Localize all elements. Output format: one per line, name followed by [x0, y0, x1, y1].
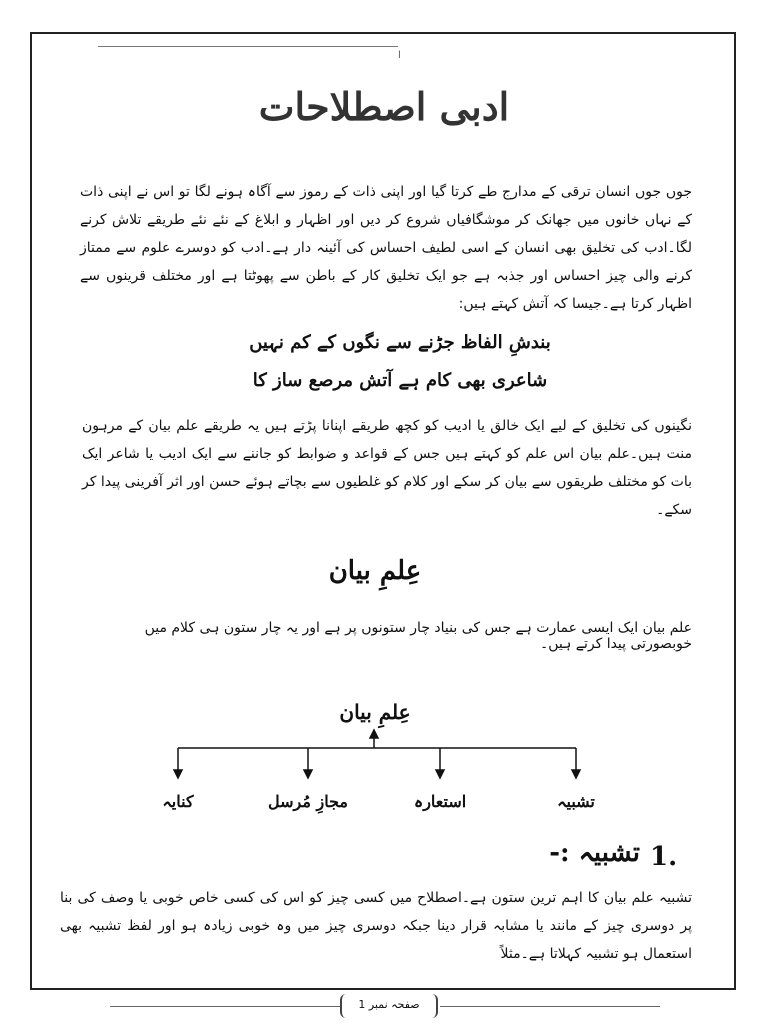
branch-arrowhead-1 — [174, 770, 182, 778]
section-heading: عِلمِ بیان — [328, 556, 422, 586]
diagram-branch-kinaya: کنایہ — [162, 792, 194, 811]
subsection-paragraph: تشبیہ علم بیان کا اہم ترین ستون ہے۔اصطلاح میں کسی چیز کو اس کی کسی خاص خوبی یا وصف کی بنا پر دوسری چیز کے مانند یا مشابہ قرار دینا جبکہ دوسری چیز میں وہ خوبی زیادہ ہو اور لفظ تشبیہ بھی استعمال ہو تشبیہ کہلاتا ہے۔مثلاً — [60, 890, 692, 962]
diagram-branch-istiara: استعارہ — [413, 792, 467, 811]
intro-paragraph: جوں جوں انسان ترقی کے مدارج طے کرتا گیا اور اپنی ذات کے رموز سے آگاہ ہونے لگا تو اس نے اپنی ذات کے نہاں خانوں میں جھانک کر موشگافیاں شروع کر دیں اور اظہار و ابلاغ کے نئے نئے طریقے تلاش کرنے لگا۔ادب کی تخلیق بھی انسان کے اسی لطیف احساس کی آئینہ دار ہے۔ادب کو دوسرے علوم سے ممتاز کرنے والی چیز احساس اور جذبہ ہے جو ایک تخلیق کار کے باطن سے پھوٹتا ہے اور مختلف قرینوں سے اظہار کرتا ہے۔جیسا کہ آتش کہتے ہیں: — [80, 184, 692, 312]
couplet-line-1: بندشِ الفاظ جڑنے سے نگوں کے کم نہیں — [249, 332, 551, 353]
subsection-title: تشبیہ :- — [549, 838, 640, 868]
top-tick-mark: ا — [398, 50, 401, 61]
footer-rule-right — [440, 1006, 660, 1007]
diagram-branch-tashbeeh: تشبیہ — [557, 792, 595, 811]
section-paragraph: علم بیان ایک ایسی عمارت ہے جس کی بنیاد چار ستونوں پر ہے اور یہ چار ستون ہی کلام میں خوبصورتی پیدا کرتے ہیں۔ — [144, 620, 692, 652]
diagram-root-label: عِلمِ بیان — [339, 700, 411, 724]
couplet-line-2: شاعری بھی کام ہے آتش مرصع ساز کا — [252, 370, 548, 391]
footer-page-number: صفحہ نمبر 1 — [358, 998, 420, 1011]
footer-rule-left — [110, 1006, 340, 1007]
second-paragraph: نگینوں کی تخلیق کے لیے ایک خالق یا ادیب کو کچھ طریقے اپنانا پڑتے ہیں یہ طریقے علم بیان کے مرہون منت ہیں۔علم بیان اس علم کو کہتے ہیں جس کے قواعد و ضوابط کو جاننے سے ایک ادیب یا شاعر ایک بات کو مختلف طریقوں سے بیان کر سکے اور کلام کو غلطیوں سے بچاتے ہوئے حسن اور اثر آفرینی پیدا کر سکے۔ — [82, 418, 692, 518]
branch-arrowhead-2 — [304, 770, 312, 778]
root-arrowhead — [370, 730, 378, 738]
branch-arrowhead-3 — [436, 770, 444, 778]
subsection-number: 1. — [650, 842, 678, 872]
page-title: ادبی اصطلاحات — [258, 84, 510, 129]
diagram-branch-majaz-mursal: مجازِ مُرسل — [268, 792, 348, 811]
branch-arrowhead-4 — [572, 770, 580, 778]
